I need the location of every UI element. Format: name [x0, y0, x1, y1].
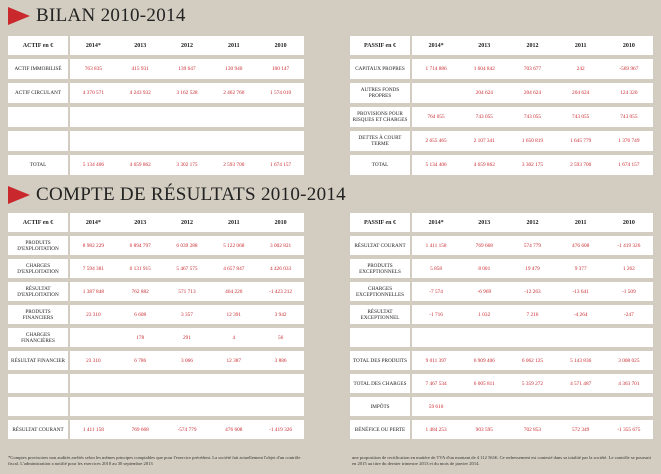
value-cell — [117, 131, 164, 151]
column-header-label: PASSIF en € — [350, 36, 412, 55]
value-cell: 124 320 — [605, 83, 653, 103]
value-cell: 1 484 253 — [412, 420, 460, 439]
value-cell: 1 604 842 — [460, 59, 508, 79]
row-label: TOTAL DES PRODUITS — [350, 351, 412, 370]
red-triangle-icon — [8, 7, 30, 25]
value-cell: 242 — [557, 59, 605, 79]
value-cell: 291 — [164, 328, 211, 347]
value-cell: 2 593 700 — [557, 155, 605, 175]
value-cell: 204 624 — [557, 83, 605, 103]
column-header-label: ACTIF en € — [8, 36, 70, 55]
value-cell: 8 982 229 — [70, 236, 117, 255]
table-row — [350, 305, 653, 324]
table-row — [350, 374, 653, 393]
value-cell: -1 509 — [605, 282, 653, 301]
value-cell: 23 310 — [70, 351, 117, 370]
value-cell — [164, 374, 211, 393]
value-cell — [412, 328, 460, 347]
table-row — [8, 420, 304, 439]
value-cell: 5 858 — [412, 259, 460, 278]
value-cell: -569 967 — [605, 59, 653, 79]
value-cell — [164, 107, 211, 127]
value-cell — [557, 397, 605, 416]
value-cell: 1 574 010 — [257, 83, 304, 103]
year-header: 2013 — [460, 36, 508, 55]
value-cell: 4 571 487 — [557, 374, 605, 393]
value-cell: 6 005 811 — [460, 374, 508, 393]
row-label: TOTAL — [8, 155, 70, 175]
value-cell: 1 032 — [460, 305, 508, 324]
row-label: AUTRES FONDS PROPRES — [350, 83, 412, 103]
table-row — [350, 59, 653, 79]
compte-title: COMPTE DE RÉSULTATS 2010-2014 — [8, 184, 346, 206]
value-cell: 1 411 158 — [412, 236, 460, 255]
value-cell: 476 608 — [557, 236, 605, 255]
value-cell — [70, 374, 117, 393]
row-label: CHARGES D'EXPLOITATION — [8, 259, 70, 278]
table-row — [350, 282, 653, 301]
value-cell — [210, 397, 257, 416]
value-cell: 204 624 — [508, 83, 556, 103]
value-cell: 571 713 — [164, 282, 211, 301]
value-cell: 3 942 — [257, 305, 304, 324]
value-cell: -4 264 — [557, 305, 605, 324]
value-cell: -12 263 — [508, 282, 556, 301]
bilan-passif-table — [350, 32, 653, 179]
year-header: 2014* — [412, 213, 460, 232]
value-cell — [460, 328, 508, 347]
value-cell: 7 467 534 — [412, 374, 460, 393]
value-cell: 6 786 — [117, 351, 164, 370]
value-cell: 4 659 862 — [460, 155, 508, 175]
row-label: BÉNÉFICE OU PERTE — [350, 420, 412, 439]
value-cell: -6 969 — [460, 282, 508, 301]
value-cell: 743 055 — [605, 107, 653, 127]
row-label: TOTAL DES CHARGES — [350, 374, 412, 393]
value-cell: 3 302 175 — [508, 155, 556, 175]
value-cell: -1 419 326 — [257, 420, 304, 439]
table-row — [8, 107, 304, 127]
year-header: 2014* — [70, 36, 117, 55]
table-row — [350, 155, 653, 175]
year-header: 2011 — [210, 36, 257, 55]
value-cell: 572 349 — [557, 420, 605, 439]
year-header: 2013 — [460, 213, 508, 232]
row-label: CAPITAUX PROPRES — [350, 59, 412, 79]
header-row — [8, 213, 304, 232]
year-header: 2011 — [557, 36, 605, 55]
value-cell: 4 657 847 — [210, 259, 257, 278]
value-cell — [412, 83, 460, 103]
table-row — [8, 236, 304, 255]
column-header-label: PASSIF en € — [350, 213, 412, 232]
value-cell: 9 011 397 — [412, 351, 460, 370]
red-triangle-icon — [8, 186, 30, 204]
value-cell — [70, 107, 117, 127]
value-cell: -247 — [605, 305, 653, 324]
table-row — [350, 328, 653, 347]
value-cell: 1 387 848 — [70, 282, 117, 301]
value-cell: 178 — [117, 328, 164, 347]
year-header: 2010 — [257, 36, 304, 55]
value-cell — [257, 397, 304, 416]
value-cell: 7 594 381 — [70, 259, 117, 278]
table-row — [350, 420, 653, 439]
column-header-label: ACTIF en € — [8, 213, 70, 232]
value-cell: 19 479 — [508, 259, 556, 278]
value-cell: 5 359 272 — [508, 374, 556, 393]
table-row — [8, 328, 304, 347]
value-cell: 5 467 575 — [164, 259, 211, 278]
value-cell: 903 595 — [460, 420, 508, 439]
value-cell: 6 909 406 — [460, 351, 508, 370]
header-row — [8, 36, 304, 55]
year-header: 2012 — [508, 36, 556, 55]
value-cell: 702 853 — [508, 420, 556, 439]
row-label — [8, 397, 70, 416]
row-label — [8, 131, 70, 151]
value-cell: -1 716 — [412, 305, 460, 324]
year-header: 2012 — [164, 213, 211, 232]
value-cell: 130 940 — [210, 59, 257, 79]
table-row — [350, 351, 653, 370]
value-cell: 415 931 — [117, 59, 164, 79]
value-cell: 763 835 — [70, 59, 117, 79]
year-header: 2010 — [605, 36, 653, 55]
value-cell: 2 462 760 — [210, 83, 257, 103]
row-label: PRODUITS EXCEPTIONNELS — [350, 259, 412, 278]
table-row — [350, 397, 653, 416]
value-cell — [257, 374, 304, 393]
header-row — [350, 36, 653, 55]
value-cell: 762 882 — [117, 282, 164, 301]
value-cell: 3 302 175 — [164, 155, 211, 175]
value-cell: 464 220 — [210, 282, 257, 301]
compte-actif-table — [8, 209, 304, 443]
row-label: ACTIF CIRCULANT — [8, 83, 70, 103]
value-cell: 1 714 886 — [412, 59, 460, 79]
year-header: 2011 — [210, 213, 257, 232]
value-cell — [257, 131, 304, 151]
value-cell: 4 659 862 — [117, 155, 164, 175]
value-cell — [117, 374, 164, 393]
value-cell: 3 002 821 — [257, 236, 304, 255]
value-cell: 743 055 — [557, 107, 605, 127]
footnote-left: *Comptes provisoires non audités arrêtés selon les mêmes principes comptables que pour l'exercice précédent. La société fait actuellement l'objet d'un contrôle fiscal. L'administration a notifié pour les exercices 2010 au 30 septembre 2013 — [8, 455, 301, 466]
table-row — [350, 259, 653, 278]
value-cell: 5 122 068 — [210, 236, 257, 255]
row-label: ACTIF IMMOBILISÉ — [8, 59, 70, 79]
table-row — [8, 131, 304, 151]
value-cell: 5 134 406 — [412, 155, 460, 175]
value-cell: 5 134 406 — [70, 155, 117, 175]
value-cell: 8 001 — [460, 259, 508, 278]
value-cell — [117, 397, 164, 416]
value-cell — [70, 397, 117, 416]
value-cell — [210, 374, 257, 393]
row-label: RÉSULTAT COURANT — [8, 420, 70, 439]
value-cell — [117, 107, 164, 127]
value-cell: 4 426 033 — [257, 259, 304, 278]
table-row — [8, 259, 304, 278]
value-cell: 6 039 288 — [164, 236, 211, 255]
year-header: 2010 — [257, 213, 304, 232]
value-cell: 4 243 932 — [117, 83, 164, 103]
value-cell: 9 377 — [557, 259, 605, 278]
value-cell — [460, 397, 508, 416]
row-label: DETTES À COURT TERME — [350, 131, 412, 151]
value-cell: 6 608 — [117, 305, 164, 324]
value-cell: 476 608 — [210, 420, 257, 439]
row-label: RÉSULTAT COURANT — [350, 236, 412, 255]
value-cell: 2 655 465 — [412, 131, 460, 151]
value-cell — [70, 131, 117, 151]
value-cell: 743 055 — [508, 107, 556, 127]
value-cell: 12 391 — [210, 305, 257, 324]
year-header: 2012 — [164, 36, 211, 55]
value-cell: 2 593 700 — [210, 155, 257, 175]
value-cell: -574 779 — [164, 420, 211, 439]
value-cell: 769 668 — [117, 420, 164, 439]
footnote-right: une proposition de rectification en matière de TVA d'un montant de 4 112 561€. Ce redressement est contesté dans sa totalité par la société. Le contrôle se poursuit en 2015 au titre du dernier trimestre 2013 et du mois de janvier 2014. — [352, 455, 651, 466]
row-label: TOTAL — [350, 155, 412, 175]
value-cell: 7 216 — [508, 305, 556, 324]
value-cell: 23 310 — [70, 305, 117, 324]
year-header: 2013 — [117, 36, 164, 55]
table-row — [350, 83, 653, 103]
value-cell: 1 650 819 — [508, 131, 556, 151]
value-cell: 4 363 701 — [605, 374, 653, 393]
value-cell: 1 262 — [605, 259, 653, 278]
value-cell — [257, 107, 304, 127]
row-label: PRODUITS D'EXPLOITATION — [8, 236, 70, 255]
value-cell: 204 624 — [460, 83, 508, 103]
value-cell: 764 055 — [412, 107, 460, 127]
value-cell: -1 423 212 — [257, 282, 304, 301]
value-cell: 1 674 157 — [605, 155, 653, 175]
table-row — [350, 131, 653, 151]
row-label: RÉSULTAT EXCEPTIONNEL — [350, 305, 412, 324]
value-cell: 3 162 528 — [164, 83, 211, 103]
value-cell — [164, 131, 211, 151]
value-cell: 1 376 749 — [605, 131, 653, 151]
value-cell: 5 143 836 — [557, 351, 605, 370]
table-row — [8, 83, 304, 103]
value-cell: 769 668 — [460, 236, 508, 255]
value-cell: 6 131 915 — [117, 259, 164, 278]
row-label: CHARGES FINANCIÈRES — [8, 328, 70, 347]
value-cell: 703 677 — [508, 59, 556, 79]
year-header: 2013 — [117, 213, 164, 232]
value-cell — [210, 131, 257, 151]
value-cell: 4 370 571 — [70, 83, 117, 103]
table-row — [8, 155, 304, 175]
value-cell: 6 894 797 — [117, 236, 164, 255]
value-cell — [605, 397, 653, 416]
value-cell: 2 107 341 — [460, 131, 508, 151]
value-cell: 3 066 — [164, 351, 211, 370]
value-cell — [164, 397, 211, 416]
row-label — [8, 374, 70, 393]
value-cell: 3 357 — [164, 305, 211, 324]
row-label — [8, 107, 70, 127]
header-row — [350, 213, 653, 232]
value-cell: 56 — [257, 328, 304, 347]
row-label: RÉSULTAT D'EXPLOITATION — [8, 282, 70, 301]
value-cell — [70, 328, 117, 347]
value-cell: 100 147 — [257, 59, 304, 79]
table-row — [350, 107, 653, 127]
table-row — [8, 351, 304, 370]
value-cell — [508, 397, 556, 416]
year-header: 2010 — [605, 213, 653, 232]
row-label: PRODUITS FINANCIERS — [8, 305, 70, 324]
row-label — [350, 328, 412, 347]
value-cell: 6 062 125 — [508, 351, 556, 370]
value-cell: 1 645 779 — [557, 131, 605, 151]
year-header: 2011 — [557, 213, 605, 232]
value-cell: 1 674 157 — [257, 155, 304, 175]
value-cell: 3 008 025 — [605, 351, 653, 370]
row-label: CHARGES EXCEPTIONNELLES — [350, 282, 412, 301]
compte-passif-table — [350, 209, 653, 443]
table-row — [350, 236, 653, 255]
value-cell — [210, 107, 257, 127]
value-cell: -1 355 675 — [605, 420, 653, 439]
bilan-actif-table — [8, 32, 304, 179]
row-label: RÉSULTAT FINANCIER — [8, 351, 70, 370]
value-cell: 59 610 — [412, 397, 460, 416]
table-row — [8, 374, 304, 393]
value-cell: 4 — [210, 328, 257, 347]
value-cell: -1 419 326 — [605, 236, 653, 255]
value-cell: 139 647 — [164, 59, 211, 79]
table-row — [8, 282, 304, 301]
value-cell: -7 574 — [412, 282, 460, 301]
value-cell: -13 641 — [557, 282, 605, 301]
table-row — [8, 397, 304, 416]
bilan-title: BILAN 2010-2014 — [8, 5, 186, 27]
value-cell — [557, 328, 605, 347]
year-header: 2012 — [508, 213, 556, 232]
year-header: 2014* — [70, 213, 117, 232]
row-label: PROVISIONS POUR RISQUES ET CHARGES — [350, 107, 412, 127]
value-cell: 574 779 — [508, 236, 556, 255]
value-cell: 12 387 — [210, 351, 257, 370]
year-header: 2014* — [412, 36, 460, 55]
row-label: IMPÔTS — [350, 397, 412, 416]
value-cell: 1 411 158 — [70, 420, 117, 439]
table-row — [8, 305, 304, 324]
value-cell: 3 886 — [257, 351, 304, 370]
value-cell: 743 055 — [460, 107, 508, 127]
value-cell — [605, 328, 653, 347]
table-row — [8, 59, 304, 79]
value-cell — [508, 328, 556, 347]
